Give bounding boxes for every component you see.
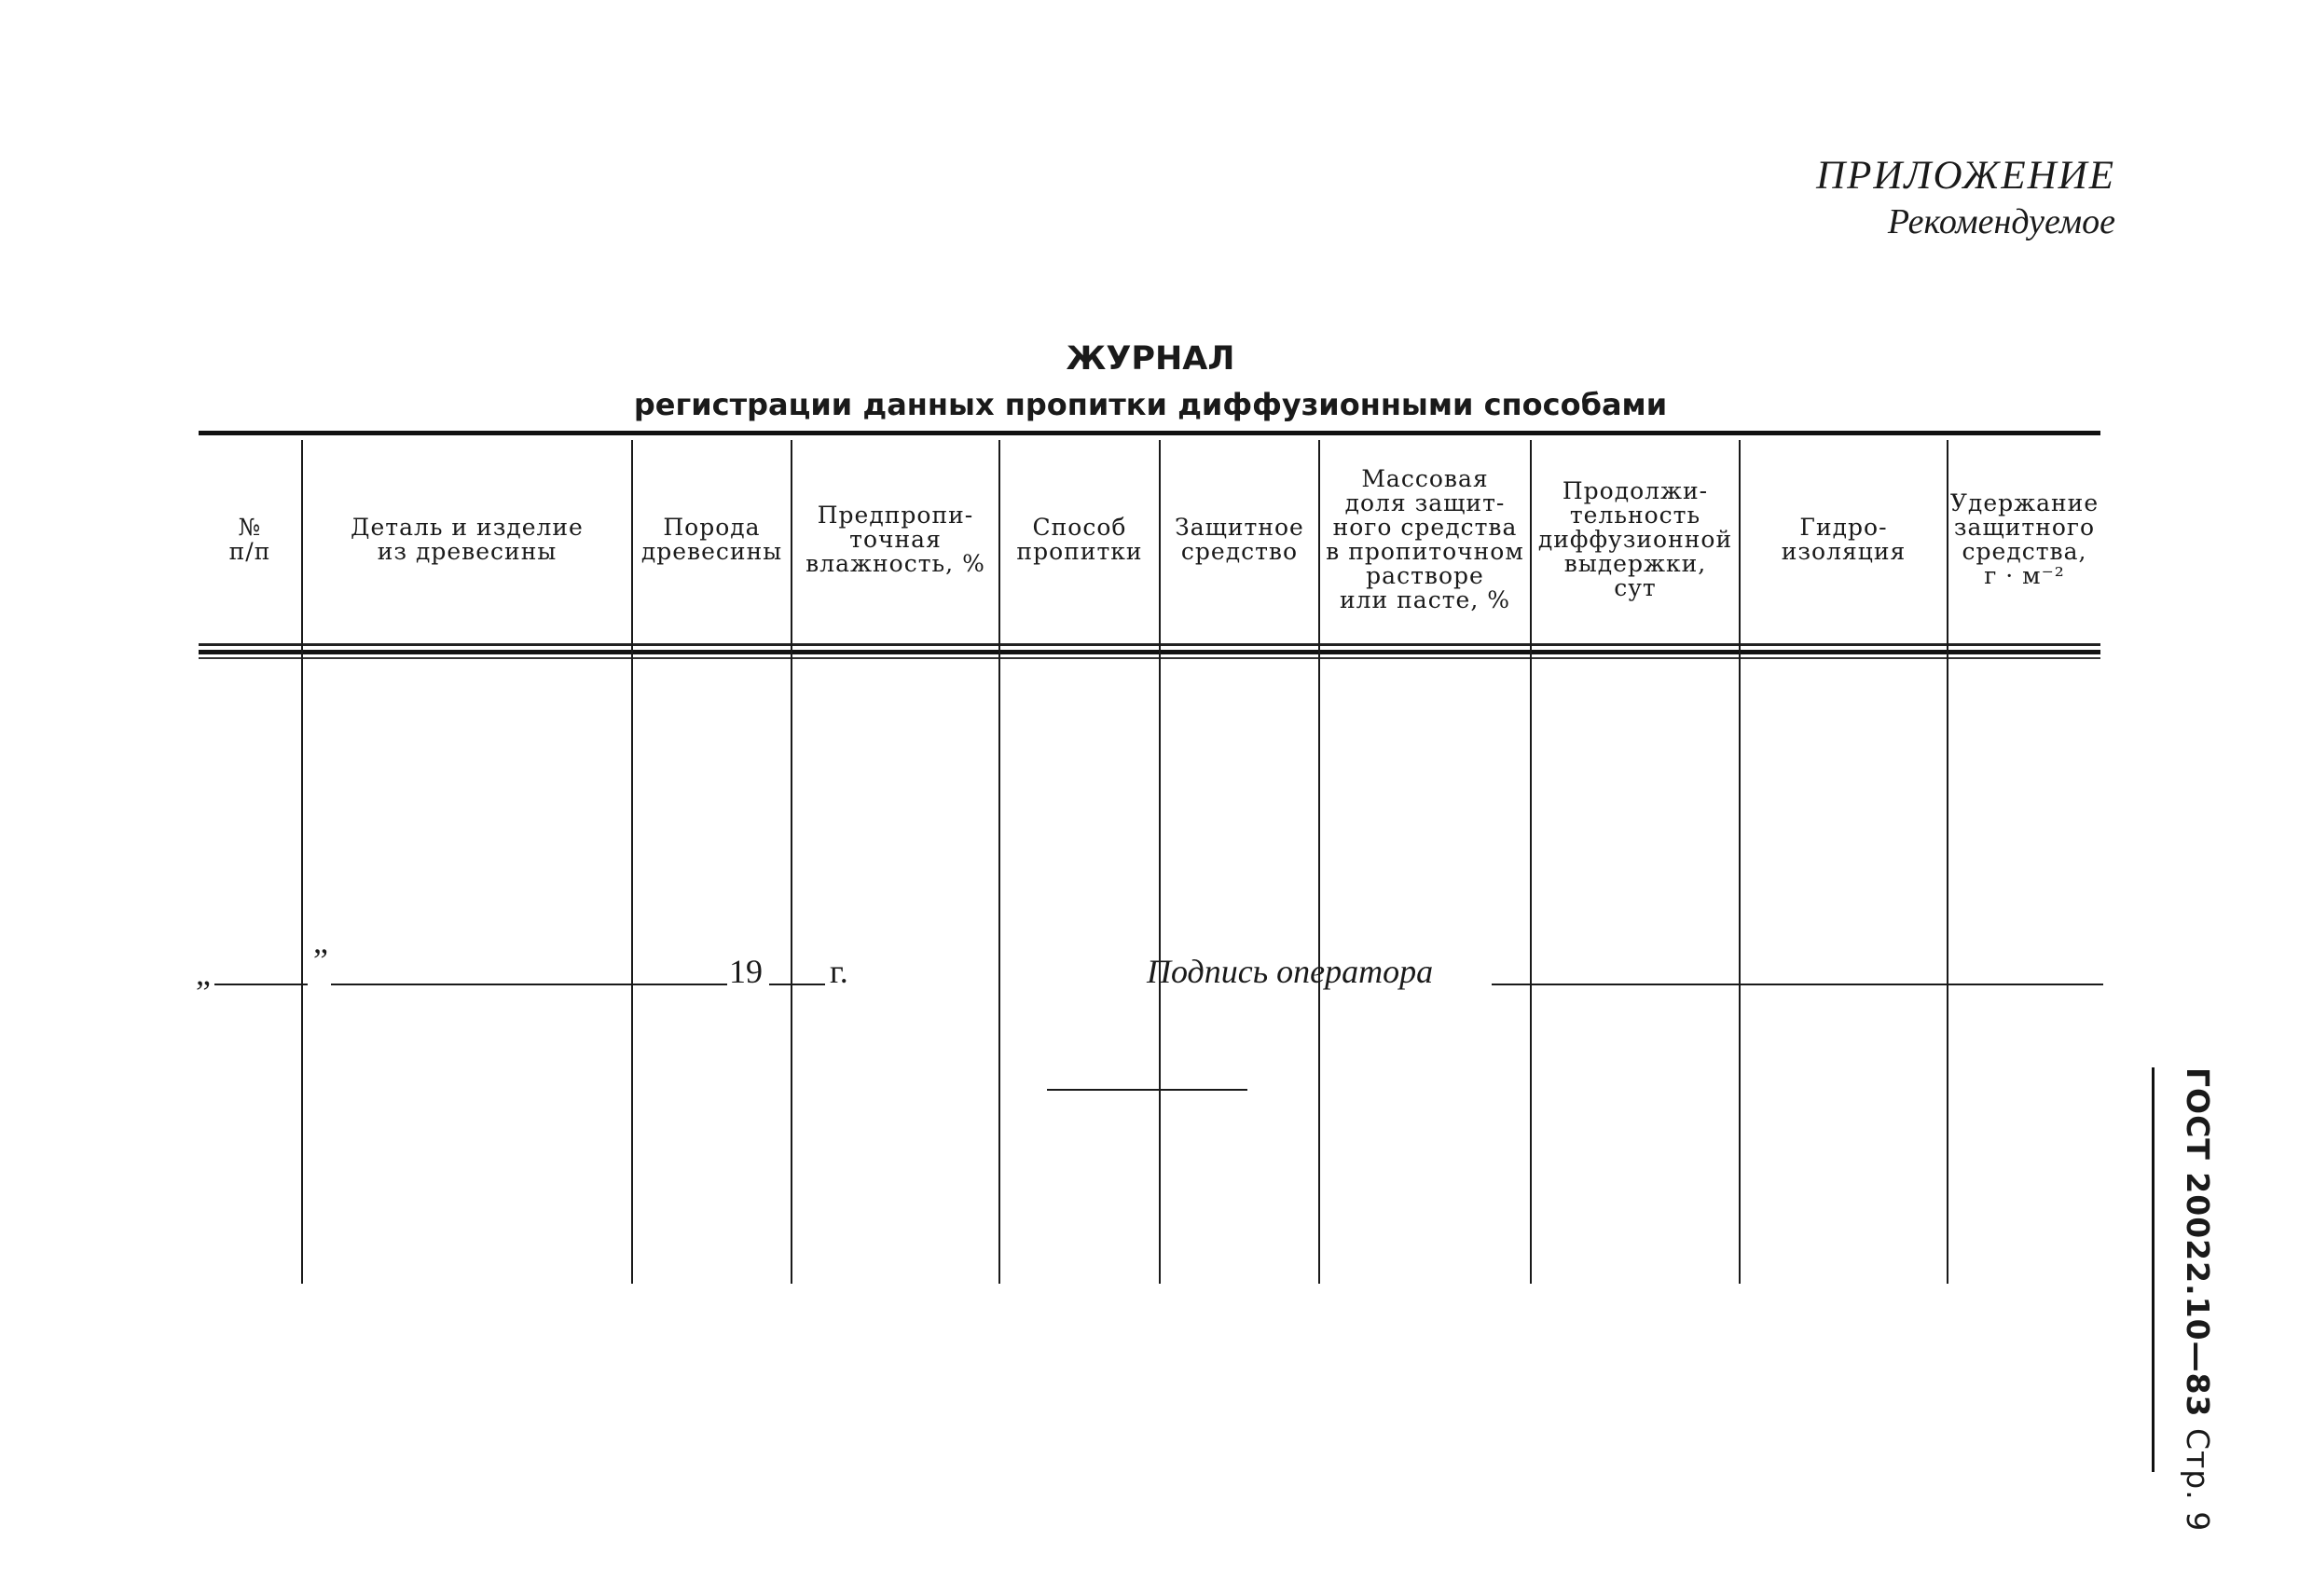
signature-blank (1492, 984, 2103, 985)
journal-title: ЖУРНАЛ (1066, 340, 1235, 378)
table-header-rule (199, 643, 2100, 646)
date-year-blank (769, 984, 825, 985)
date-year-suffix: г. (830, 953, 848, 990)
end-rule (1047, 1089, 1247, 1091)
side-rule (2152, 1067, 2155, 1472)
column-header-part: Деталь и изделие из древесины (351, 514, 584, 565)
column-header-retention: Удержание защитного средства, г · м⁻² (1949, 489, 2100, 589)
journal-subtitle: регистрации данных пропитки диффузионными способами (633, 387, 1668, 422)
date-open-quote: „ (196, 955, 211, 992)
column-header-wood-species: Порода древесины (640, 514, 783, 565)
appendix-title: ПРИЛОЖЕНИЕ (1816, 154, 2115, 198)
column-header-moisture: Предпропи- точная влажность, % (805, 502, 985, 577)
page-number: Стр. 9 (2180, 1428, 2216, 1533)
column-header-mass-fraction: Массовая доля защит- ного средства в пропиточном растворе или пасте, % (1326, 465, 1524, 613)
table-body-row (199, 659, 2100, 855)
table-header-rule-bold (199, 650, 2100, 654)
page-header-vertical (2180, 1067, 2216, 1532)
standard-number: ГОСТ 20022.10—83 (2180, 1067, 2216, 1418)
column-header-duration: Продолжи- тельность диффузионной выдержки, сут (1537, 477, 1733, 601)
footer-signature-row (196, 942, 2103, 1002)
table-top-rule (199, 431, 2100, 435)
date-day-blank (214, 984, 308, 985)
appendix-status: Рекомендуемое (1887, 202, 2115, 241)
date-year-prefix: 19 (729, 953, 763, 990)
signature-label: Подпись оператора (1147, 953, 1434, 990)
journal-table (199, 431, 2100, 855)
column-header-number: № п/п (228, 514, 271, 565)
column-header-method: Способ пропитки (1016, 514, 1143, 565)
date-month-blank (331, 984, 727, 985)
appendix-block (1816, 154, 2115, 243)
column-header-waterproofing: Гидро- изоляция (1781, 514, 1907, 565)
column-header-agent: Защитное средство (1175, 514, 1304, 565)
date-mid-quote: ” (313, 942, 328, 979)
